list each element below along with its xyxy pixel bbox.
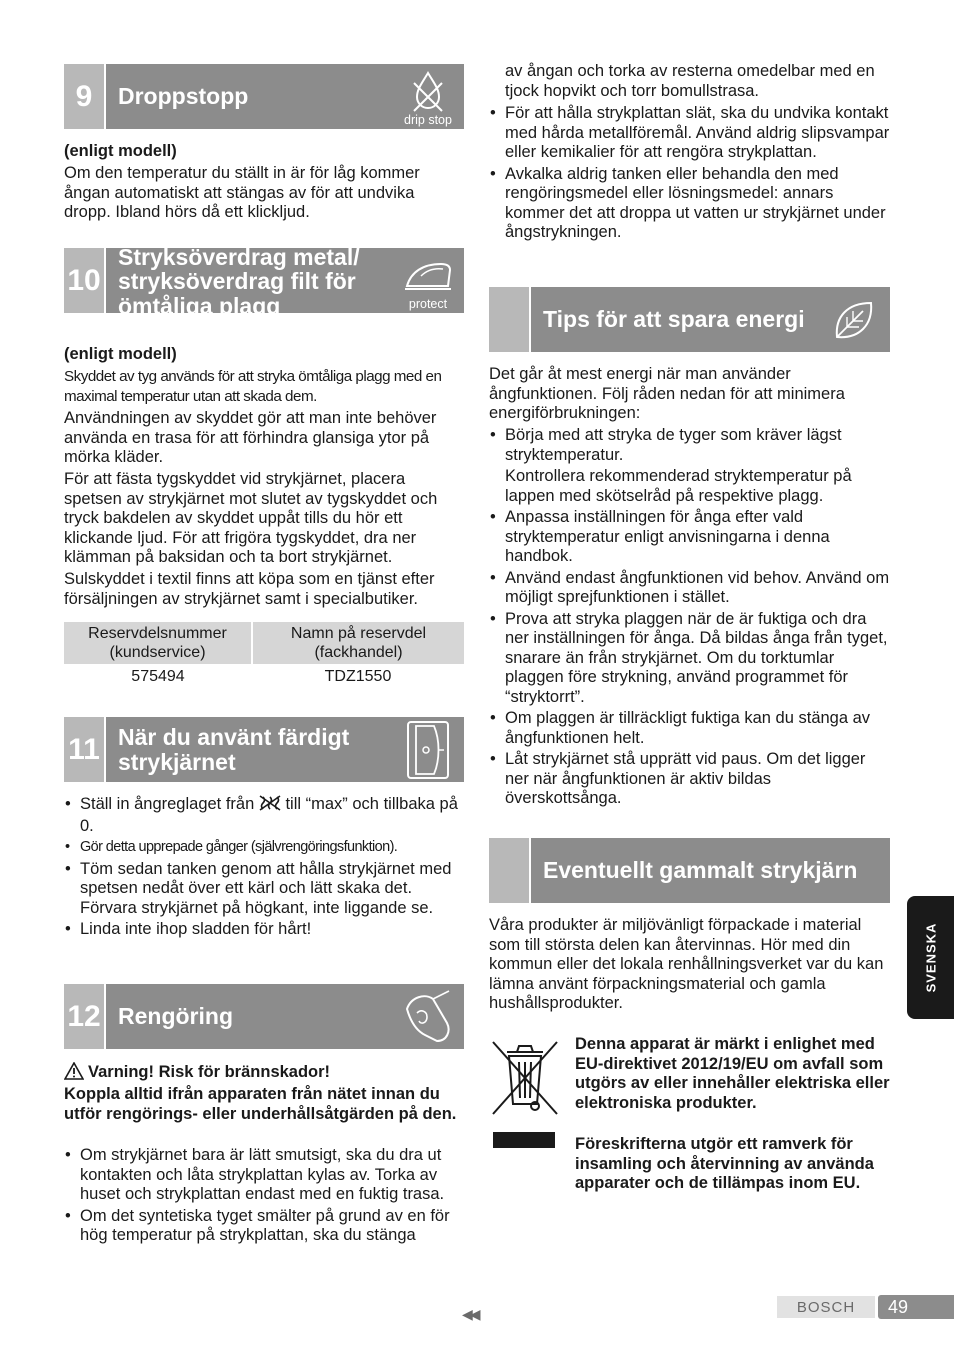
section-title: Stryksöverdrag metal/ stryksöverdrag filt för ömtåliga plagg <box>118 243 360 319</box>
cleaning-hand-icon <box>392 984 464 1049</box>
list-item: • Anpassa inställningen för ånga efter vald stryktemperatur enligt anvisningarna i denna handbok. <box>489 508 890 567</box>
tips-list <box>489 426 890 811</box>
disposal-text: Våra produkter är miljövänligt förpackade i material som till största delen kan återvinnas. Hör med din kommun eller det lokala renhållningsverket var du kan lämna använt förpackningsmaterial och gamla hushållsprodukter. <box>489 916 884 1012</box>
section-number-blank <box>489 838 531 903</box>
s10-para-2: Användningen av skyddet gör att man inte behöver använda en trasa för att förhindra glansiga ytor på mörka kläder. <box>64 409 437 466</box>
list-item: • Linda inte ihop sladden för hårt! <box>64 920 464 940</box>
no-steam-icon <box>259 795 281 817</box>
warning-line: Varning! Risk för brännskador! <box>64 1062 464 1086</box>
section-title: Rengöring <box>118 1003 233 1029</box>
list-item: • Gör detta upprepade gånger (självrengöringsfunktion). <box>64 838 464 858</box>
table-cell: 575494 <box>131 668 185 685</box>
section-title: Tips för att spara energi <box>543 306 805 332</box>
section-number: 11 <box>64 717 106 782</box>
weee-text-1: Denna apparat är märkt i enlighet med EU-direktivet 2012/19/EU om avfall som utgörs av eller innehåller elektriska eller elektroniska produkter. <box>575 1035 890 1112</box>
disposal-header <box>489 838 890 903</box>
warning-triangle-icon <box>64 1062 84 1086</box>
section-title: Droppstopp <box>118 83 249 109</box>
list-item: • Töm sedan tanken genom att hålla strykjärnet med spetsen nedåt över ett kärl och lätt skaka det. Förvara strykjärnet på högkant, inte liggande se. <box>64 860 464 919</box>
table-header: Namn på reservdel (fackhandel) <box>252 622 464 664</box>
weee-text-2: Föreskrifterna utgör ett ramverk för insamling och återvinning av använda apparater och de tillämpas inom EU. <box>575 1135 874 1192</box>
back-arrows-icon[interactable]: ◀◀ <box>462 1306 478 1322</box>
protect-iron-icon <box>392 248 464 313</box>
s10-para-1: Skyddet av tyg används för att stryka ömtåliga plagg med en maximal temperatur utan att skada dem. <box>64 368 442 405</box>
section-title: Eventuellt gammalt strykjärn <box>543 857 858 883</box>
list-item: • Prova att stryka plaggen när de är fuktiga och dra ner inställningen för ånga. Då bildas ånga från tyget, snarare än från strykjärnet. Om du torktumlar plaggen före strykning, använd programmet för “stryktorrt”. <box>489 610 890 708</box>
section-number: 10 <box>64 248 106 313</box>
table-cell: TDZ1550 <box>324 668 392 685</box>
eco-leaf-icon <box>818 287 890 352</box>
brand-label: BOSCH <box>777 1296 875 1318</box>
list-item: • För att hålla strykplattan slät, ska du undvika kontakt med hårda metallföremål. Använd aldrig slipsvampar eller kemikalier för att rengöra strykplattan. <box>489 104 890 163</box>
s12-list-continued: av ångan och torka av resterna omedelbar med en tjock hopvikt och torr bomullstrasa. <box>505 62 875 100</box>
list-item: • Använd endast ångfunktionen vid behov. Använd om möjligt sprejfunktionen i stället. <box>489 569 890 608</box>
section-9-header <box>64 64 464 129</box>
s12-list-left <box>64 1146 464 1248</box>
s12-list-right <box>489 104 890 245</box>
list-item: • Låt strykjärnet stå upprätt vid paus. Om det ligger ner när ångfunktionen är aktiv bildas överskottsånga. <box>489 750 890 809</box>
list-item: • Om strykjärnet bara är lätt smutsigt, ska du dra ut kontakten och låta strykplattan kylas av. Torka av huset och strykplattan endast med en fuktig trasa. <box>64 1146 464 1205</box>
list-item: • Börja med att stryka de tyger som kräver lägst stryktemperatur. Kontrollera rekommenderad stryktemperatur på lappen med skötselråd på respektive plagg. <box>489 426 890 506</box>
tips-intro: Det går åt mest energi när man använder ångfunktionen. Följ råden nedan för att minimera energiförbrukningen: <box>489 365 845 422</box>
page-number: 49 <box>878 1295 954 1319</box>
list-item: • Om plaggen är tillräckligt fuktiga kan du stänga av ångfunktionen helt. <box>489 709 890 748</box>
weee-crossed-bin-icon <box>489 1038 561 1150</box>
parts-table <box>64 622 464 689</box>
list-item: • Ställ in ångreglaget från till “max” och tillbaka på 0. <box>64 795 464 836</box>
section-title: När du använt färdigt strykjärnet <box>118 723 350 775</box>
section-10-header <box>64 243 464 319</box>
s12-bold-warning: Koppla alltid ifrån apparaten från nätet innan du utför rengörings- eller underhållsåtgärden på den. <box>64 1085 457 1123</box>
icon-caption: protect <box>408 297 448 311</box>
s10-para-3: För att fästa tygskyddet vid strykjärnet, placera spetsen av strykjärnet mot slutet av tygskyddet och tryck bakdelen av skyddet uppåt tills du hör ett klickande ljud. För att frigöra tygskyddet, dra ner klämman på baksidan och ta bort strykjärnet. <box>64 470 438 566</box>
list-item: • Om det syntetiska tyget smälter på grund av en för hög temperatur på strykplattan, ska du stänga <box>64 1207 464 1246</box>
list-item: • Avkalka aldrig tanken eller behandla den med rengöringsmedel eller lösningsmedel: annars kommer det att droppa ut vatten ur strykjärnet under ångstrykningen. <box>489 165 890 243</box>
section-11-header <box>64 717 464 782</box>
table-header: Reservdelsnummer (kundservice) <box>64 622 252 664</box>
section-number: 12 <box>64 984 106 1049</box>
s11-list <box>64 795 464 942</box>
tips-header <box>489 287 890 352</box>
section-number-blank <box>489 287 531 352</box>
section-number: 9 <box>64 64 106 129</box>
language-label: SVENSKA <box>923 922 939 993</box>
section-12-header <box>64 984 464 1049</box>
drip-stop-icon <box>392 64 464 129</box>
model-note: (enligt modell) <box>64 345 177 363</box>
table-row <box>64 664 464 689</box>
s10-para-4: Sulskyddet i textil finns att köpa som en tjänst efter försäljningen av strykjärnet samt i specialbutiker. <box>64 570 435 608</box>
s9-body: Om den temperatur du ställt in är för låg kommer ångan automatiskt att stängas av för att undvika dropp. Ibland hörs då ett klickljud. <box>64 164 420 221</box>
language-tab <box>907 896 954 1019</box>
model-note: (enligt modell) <box>64 142 177 160</box>
icon-caption: drip stop <box>404 113 452 127</box>
upright-iron-icon <box>392 717 464 782</box>
